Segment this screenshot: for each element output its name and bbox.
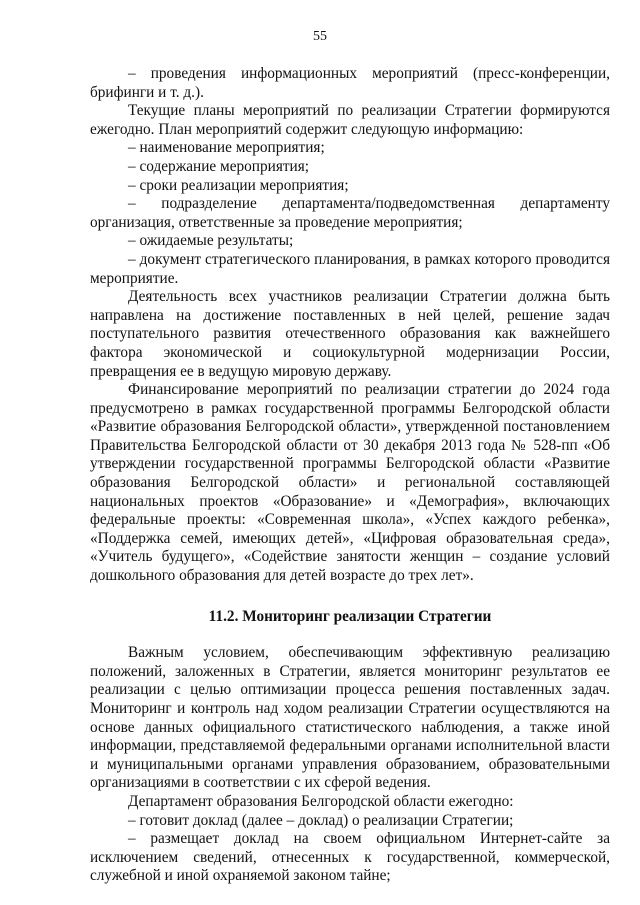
text-after-section (90, 644, 610, 886)
list-item: – проведения информационных мероприятий (пресс-конференции, брифинги и т. д.). (90, 65, 610, 101)
section-heading: 11.2. Мониторинг реализации Стратегии (208, 607, 492, 625)
page-number: 55 (313, 29, 327, 44)
page-body (90, 65, 610, 886)
list-item: – ожидаемые результаты; (128, 232, 294, 250)
list-item: – содержание мероприятия; (128, 157, 310, 175)
list-item: – документ стратегического планирования, в рамках которого проводится мероприятие. (90, 250, 610, 287)
list-item: – сроки реализации мероприятия; (128, 176, 349, 194)
paragraph: Деятельность всех участников реализации Стратегии должна быть направлена на достижение поставленных в ней целей, решение задач поступательного развития отечественного образования как важнейшего фактора экономической и социокультурной модернизации России, превращения ее в ведущую мировую державу. (90, 288, 610, 380)
paragraph: Важным условием, обеспечивающим эффективную реализацию положений, заложенных в Стратегии, является мониторинг результатов ее реализации с целью оптимизации процесса решения поставленных задач. Мониторинг и контроль над ходом реализации Стратегии осуществляются на основе данных официального статистического наблюдения, а также иной информации, представляемой федеральными органами исполнительной власти и муниципальными органами управления образованием, образовательными организациями в соответствии с их сферой ведения. (90, 644, 610, 792)
list-item: – готовит доклад (далее – доклад) о реализации Стратегии; (128, 811, 514, 829)
paragraph: Текущие планы мероприятий по реализации Стратегии формируются ежегодно. План мероприятий содержит следующую информацию: (90, 102, 610, 138)
paragraph: Департамент образования Белгородской области ежегодно: (128, 792, 514, 810)
list-item: – размещает доклад на своем официальном Интернет-сайте за исключением сведений, отнесенных к государственной, коммерческой, служебной и иной охраняемой законом тайне; (90, 830, 610, 885)
paragraph: Финансирование мероприятий по реализации стратегии до 2024 года предусмотрено в рамках государственной программы Белгородской области «Развитие образования Белгородской области», утвержденной постановлением Правительства Белгородской области от 30 декабря 2013 года № 528-пп «Об утверждении государственной программы Белгородской области «Развитие образования Белгородской области» и региональной составляющей национальных проектов «Образование» и «Демография», включающих федеральные проекты: «Современная школа», «Успех каждого ребенка», «Поддержка семей, имеющих детей», «Цифровая образовательная среда», «Учитель будущего», «Содействие занятости женщин – создание условий дошкольного образования для детей возрасте до трех лет». (90, 381, 610, 585)
list-item: – наименование мероприятия; (128, 139, 325, 157)
text-before-section (90, 65, 610, 586)
list-item: – подразделение департамента/подведомственная департаменту организация, ответственные за проведение мероприятия; (90, 195, 610, 231)
